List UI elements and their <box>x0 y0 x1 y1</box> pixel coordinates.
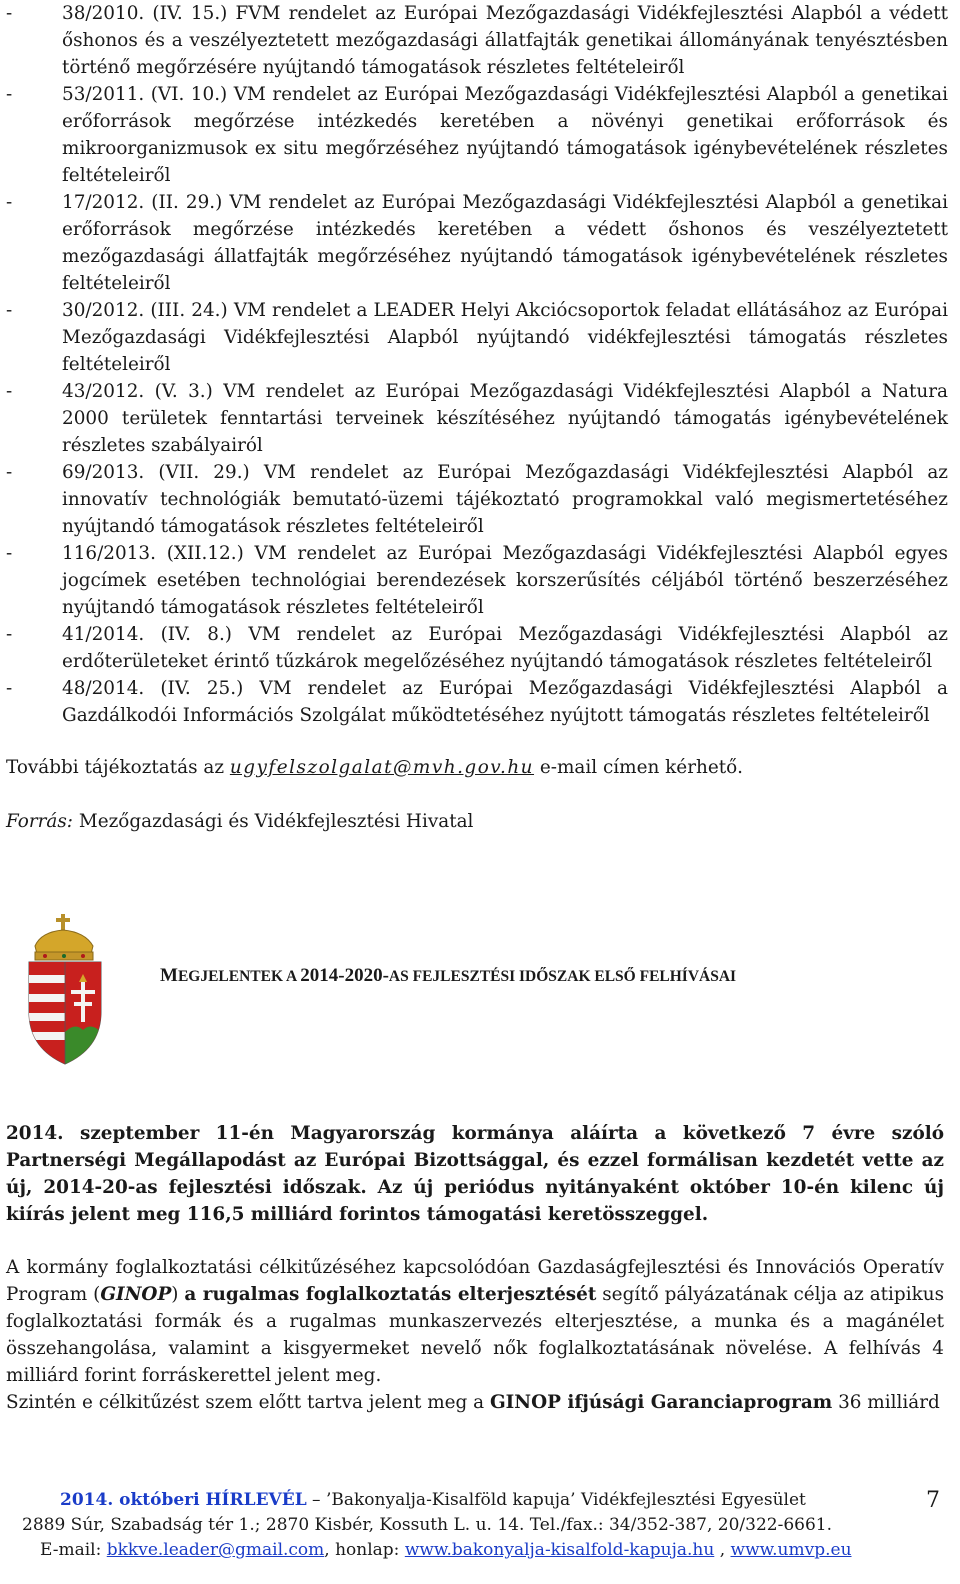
regulation-text: 17/2012. (II. 29.) VM rendelet az Európai Mezőgazdasági Vidékfejlesztési Alapból a genetikai erőforrások megőrzése intézkedés keretében a védett őshonos és veszélyeztetett mezőgazdasági állatfajták megőrzéséhez nyújtandó támogatások igénybevételének részletes feltételeiről <box>62 192 948 294</box>
list-dash: - <box>6 462 13 483</box>
list-dash: - <box>6 624 13 645</box>
regulation-text: 30/2012. (III. 24.) VM rendelet a LEADER Helyi Akciócsoportok feladat ellátásához az Európai Mezőgazdasági Vidékfejlesztési Alapból nyújtandó vidékfejlesztési támogatás részletes feltételeiről <box>62 300 948 375</box>
ginop-abbr: GINOP <box>100 1284 172 1305</box>
body-paragraph-youth: Szintén e célkitűzést szem előtt tartva jelent meg a GINOP ifjúsági Garanciaprogram 36 milliárd <box>6 1392 940 1413</box>
footer-contacts: E-mail: bkkve.leader@gmail.com, honlap: www.bakonyalja-kisalfold-kapuja.hu , www.umvp.eu <box>40 1540 852 1560</box>
info-paragraph: További tájékoztatás az ugyfelszolgalat@mvh.gov.hu e-mail címen kérhető. <box>6 757 744 778</box>
source-text: Mezőgazdasági és Vidékfejlesztési Hivatal <box>73 811 474 832</box>
lead-paragraph: 2014. szeptember 11-én Magyarország kormánya aláírta a következő 7 évre szóló Partnerségi Megállapodást az Európai Bizottsággal, és ezzel formálisan kezdetét vette az új, 2014-20-as fejlesztési időszak. Az új periódus nyitányaként október 10-én kilenc új kiírás jelent meg 116,5 milliárd forintos támogatási keretösszeggel. <box>6 1123 944 1225</box>
list-dash: - <box>6 678 13 699</box>
regulation-text: 53/2011. (VI. 10.) VM rendelet az Európai Mezőgazdasági Vidékfejlesztési Alapból a genetikai erőforrások megőrzése intézkedés keretében a növényi genetikai erőforrások és mikroorganizmusok ex situ megőrzéséhez nyújtandó támogatások igénybevételének részletes feltételeiről <box>62 84 948 186</box>
regulation-item <box>0 81 948 189</box>
list-dash: - <box>6 300 13 321</box>
list-dash: - <box>6 543 13 564</box>
list-dash: - <box>6 192 13 213</box>
regulation-text: 41/2014. (IV. 8.) VM rendelet az Európai Mezőgazdasági Vidékfejlesztési Alapból az erdőterületeket érintő tűzkárok megelőzéséhez nyújtandó támogatások részletes feltételeiről <box>62 624 948 672</box>
section-heading: MEGJELENTEK A 2014-2020-AS FEJLESZTÉSI IDŐSZAK ELSŐ FELHÍVÁSAI <box>160 965 737 986</box>
body-paragraph-gnop: A kormány foglalkoztatási célkitűzéséhez kapcsolódóan Gazdaságfejlesztési és Innovációs Operatív Program (GINOP) a rugalmas foglalkoztatás elterjesztését segítő pályázatának célja az atipikus foglalkoztatási formák és a rugalmas munkaszervezés elterjesztése, a munka és a magánélet összehangolása, valamint a kisgyermeket nevelő nők foglalkoztatásának növelése. A felhívás 4 milliárd forint forráskerettel jelent meg. <box>6 1257 945 1386</box>
hungarian-coat-of-arms-icon <box>25 912 105 1068</box>
regulation-item <box>0 297 948 378</box>
regulation-text: 69/2013. (VII. 29.) VM rendelet az Európai Mezőgazdasági Vidékfejlesztési Alapból az innovatív technológiák bemutató-üzemi tájékoztató programokkal való megismertetéséhez nyújtandó támogatások részletes feltételeiről <box>62 462 948 537</box>
regulation-text: 116/2013. (XII.12.) VM rendelet az Európai Mezőgazdasági Vidékfejlesztési Alapból egyes jogcímek esetében technológiai berendezések korszerűsítés céljából történő beszerzéséhez nyújtandó támogatások részletes feltételeiről <box>62 543 948 618</box>
source-label: Forrás: <box>6 811 74 832</box>
regulation-item <box>0 189 948 297</box>
support-email-link[interactable]: ugyfelszolgalat@mvh.gov.hu <box>229 757 535 778</box>
footer-email-link[interactable]: bkkve.leader@gmail.com <box>106 1540 325 1560</box>
regulation-item <box>0 621 948 675</box>
list-dash: - <box>6 84 13 105</box>
list-dash: - <box>6 3 13 24</box>
footer-title: 2014. októberi HÍRLEVÉL – ’Bakonyalja-Kisalföld kapuja’ Vidékfejlesztési Egyesület <box>60 1490 806 1510</box>
footer-umvp-link[interactable]: www.umvp.eu <box>730 1540 852 1560</box>
regulation-text: 38/2010. (IV. 15.) FVM rendelet az Európai Mezőgazdasági Vidékfejlesztési Alapból a védett őshonos és a veszélyeztetett mezőgazdasági állatfajták genetikai állományának tenyésztésben történő megőrzésére nyújtandó támogatások részletes feltételeiről <box>62 3 948 78</box>
regulation-text: 43/2012. (V. 3.) VM rendelet az Európai Mezőgazdasági Vidékfejlesztési Alapból a Natura 2000 területek fenntartási terveinek készítéséhez nyújtandó támogatás igénybevételének részletes szabályairól <box>62 381 948 456</box>
regulation-item <box>0 675 948 729</box>
regulation-item <box>0 459 948 540</box>
regulation-item <box>0 0 948 81</box>
regulation-item <box>0 540 948 621</box>
page-number: 7 <box>926 1488 940 1513</box>
regulation-item <box>0 378 948 459</box>
footer-website-link[interactable]: www.bakonyalja-kisalfold-kapuja.hu <box>404 1540 715 1560</box>
regulation-text: 48/2014. (IV. 25.) VM rendelet az Európai Mezőgazdasági Vidékfejlesztési Alapból a Gazdálkodói Információs Szolgálat működtetéséhez nyújtott támogatás részletes feltételeiről <box>62 678 948 726</box>
regulation-list <box>0 0 948 729</box>
list-dash: - <box>6 381 13 402</box>
footer-address: 2889 Súr, Szabadság tér 1.; 2870 Kisbér, Kossuth L. u. 14. Tel./fax.: 34/352-387, 20/322-6661. <box>22 1515 832 1535</box>
source-paragraph <box>6 808 944 835</box>
